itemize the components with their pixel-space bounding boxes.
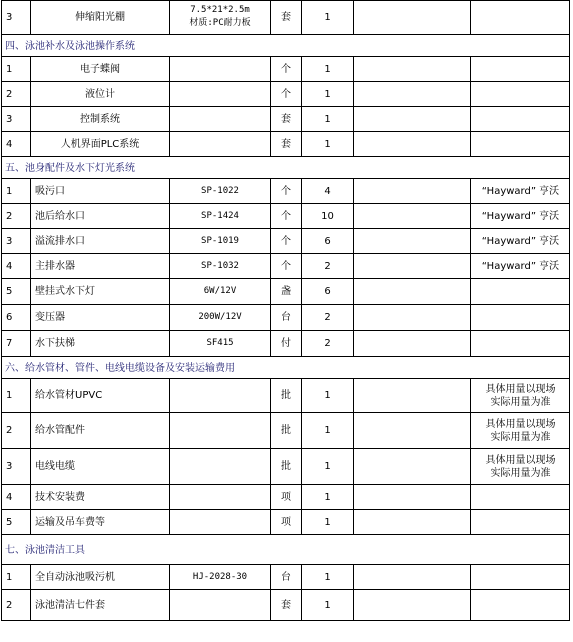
item-name-cell: 运输及吊车费等 [35, 516, 105, 528]
row-number-cell: 4 [6, 138, 13, 150]
item-name-cell: 控制系统 [80, 113, 120, 125]
row-number-cell: 6 [6, 312, 13, 323]
section-heading: 四、泳池补水及泳池操作系统 [5, 40, 135, 52]
unit-cell: 个 [281, 235, 291, 247]
row-number-cell: 3 [6, 235, 13, 247]
spec-cell: SP-1032 [201, 260, 239, 271]
row-number-cell: 2 [6, 88, 13, 100]
row-number-cell: 3 [6, 461, 13, 472]
section-heading: 五、池身配件及水下灯光系统 [5, 162, 135, 174]
quantity-cell: 1 [324, 461, 331, 472]
spec-cell [170, 449, 270, 484]
item-name-cell: 伸缩阳光棚 [75, 11, 125, 23]
remark-cell: 具体用量以现场 实际用量为准 [485, 418, 556, 443]
unit-cell: 项 [281, 516, 291, 528]
unit-cell: 个 [281, 63, 291, 75]
item-name-cell: 池后给水口 [35, 210, 85, 222]
row-number-cell: 5 [6, 286, 13, 297]
row-number-cell: 2 [6, 599, 13, 611]
quantity-cell: 10 [321, 210, 334, 222]
row-number-cell: 5 [6, 516, 13, 528]
unit-cell: 个 [281, 260, 291, 272]
quantity-cell: 1 [324, 63, 331, 75]
spec-cell [170, 413, 270, 448]
spec-cell: SP-1022 [201, 185, 239, 196]
quotation-table [1, 0, 570, 641]
quantity-cell: 6 [324, 286, 331, 297]
spec-cell: SF415 [206, 338, 234, 348]
spec-cell [170, 132, 270, 156]
item-name-cell: 技术安装费 [35, 491, 85, 503]
remark-cell [471, 305, 570, 330]
item-name-cell: 全自动泳池吸污机 [35, 571, 115, 583]
row-number-cell: 1 [6, 390, 13, 401]
quantity-cell: 1 [324, 491, 331, 503]
row-number-cell: 4 [6, 260, 13, 272]
spec-cell: SP-1424 [201, 210, 239, 221]
remark-cell: 具体用量以现场 实际用量为准 [485, 383, 556, 408]
item-name-cell: 泳池清洁七件套 [35, 599, 105, 611]
remark-cell [471, 82, 570, 106]
spec-cell [170, 57, 270, 81]
remark-cell [471, 590, 570, 620]
unit-cell: 台 [281, 312, 291, 323]
spec-cell [170, 82, 270, 106]
spec-cell [170, 510, 270, 534]
unit-cell: 付 [281, 338, 291, 349]
unit-cell: 项 [281, 491, 291, 503]
unit-cell: 台 [281, 571, 291, 583]
spec-cell [170, 590, 270, 620]
remark-cell [471, 107, 570, 131]
item-name-cell: 壁挂式水下灯 [35, 286, 95, 297]
unit-cell: 套 [281, 599, 291, 611]
item-name-cell: 人机界面PLC系统 [60, 138, 140, 150]
remark-cell [471, 331, 570, 356]
quantity-cell: 2 [324, 338, 331, 349]
section-heading: 七、泳池清洁工具 [5, 544, 85, 556]
remark-cell [471, 0, 570, 34]
row-number-cell: 1 [6, 185, 13, 197]
remark-cell: “Hayward” 亨沃 [481, 235, 560, 247]
spec-cell: 7.5*21*2.5m 材质:PC耐力板 [189, 5, 251, 28]
row-number-cell: 3 [6, 113, 13, 125]
quantity-cell: 2 [324, 312, 331, 323]
quantity-cell: 1 [324, 88, 331, 100]
quantity-cell: 1 [324, 113, 331, 125]
quantity-cell: 1 [324, 571, 331, 583]
item-name-cell: 液位计 [85, 88, 115, 100]
row-number-cell: 2 [6, 425, 13, 436]
remark-cell [471, 279, 570, 304]
quantity-cell: 1 [324, 390, 331, 401]
unit-cell: 个 [281, 210, 291, 222]
unit-cell: 套 [281, 11, 291, 23]
row-number-cell: 1 [6, 571, 13, 583]
remark-cell: “Hayward” 亨沃 [481, 260, 560, 272]
spec-cell: HJ-2028-30 [192, 571, 248, 582]
spec-cell [170, 379, 270, 412]
quantity-cell: 1 [324, 516, 331, 528]
spec-cell: SP-1019 [201, 235, 239, 246]
unit-cell: 批 [281, 461, 291, 472]
spec-cell: 200W/12V [198, 312, 242, 322]
section-heading: 六、给水管材、管件、电线电缆设备及安装运输费用 [5, 362, 235, 374]
item-name-cell: 给水管材UPVC [35, 390, 103, 401]
quantity-cell: 6 [324, 235, 331, 247]
row-number-cell: 3 [6, 11, 13, 23]
quantity-cell: 2 [324, 260, 331, 272]
item-name-cell: 电线电缆 [35, 461, 75, 472]
item-name-cell: 变压器 [35, 312, 65, 323]
remark-cell [471, 57, 570, 81]
spec-cell [170, 485, 270, 509]
item-name-cell: 溢流排水口 [35, 235, 85, 247]
quantity-cell: 1 [324, 138, 331, 150]
unit-cell: 批 [281, 390, 291, 401]
unit-cell: 个 [281, 88, 291, 100]
item-name-cell: 主排水器 [35, 260, 75, 272]
row-number-cell: 2 [6, 210, 13, 222]
item-name-cell: 给水管配件 [35, 425, 85, 436]
row-number-cell: 7 [6, 338, 13, 349]
remark-cell: “Hayward” 亨沃 [481, 185, 560, 197]
remark-cell [471, 510, 570, 534]
unit-cell: 批 [281, 425, 291, 436]
item-name-cell: 电子蝶阀 [80, 63, 120, 75]
remark-cell [471, 565, 570, 589]
quantity-cell: 1 [324, 425, 331, 436]
unit-cell: 个 [281, 185, 291, 197]
unit-cell: 盏 [281, 286, 291, 297]
unit-cell: 套 [281, 113, 291, 125]
remark-cell: 具体用量以现场 实际用量为准 [485, 454, 556, 479]
spec-cell: 6W/12V [203, 286, 237, 296]
row-number-cell: 4 [6, 491, 13, 503]
remark-cell [471, 485, 570, 509]
remark-cell: “Hayward” 亨沃 [481, 210, 560, 222]
item-name-cell: 水下扶梯 [35, 338, 75, 349]
spec-cell [170, 107, 270, 131]
row-number-cell: 1 [6, 63, 13, 75]
remark-cell [471, 132, 570, 156]
quantity-cell: 1 [324, 599, 331, 611]
unit-cell: 套 [281, 138, 291, 150]
quantity-cell: 4 [324, 185, 331, 197]
item-name-cell: 吸污口 [35, 185, 65, 197]
quantity-cell: 1 [324, 11, 331, 23]
